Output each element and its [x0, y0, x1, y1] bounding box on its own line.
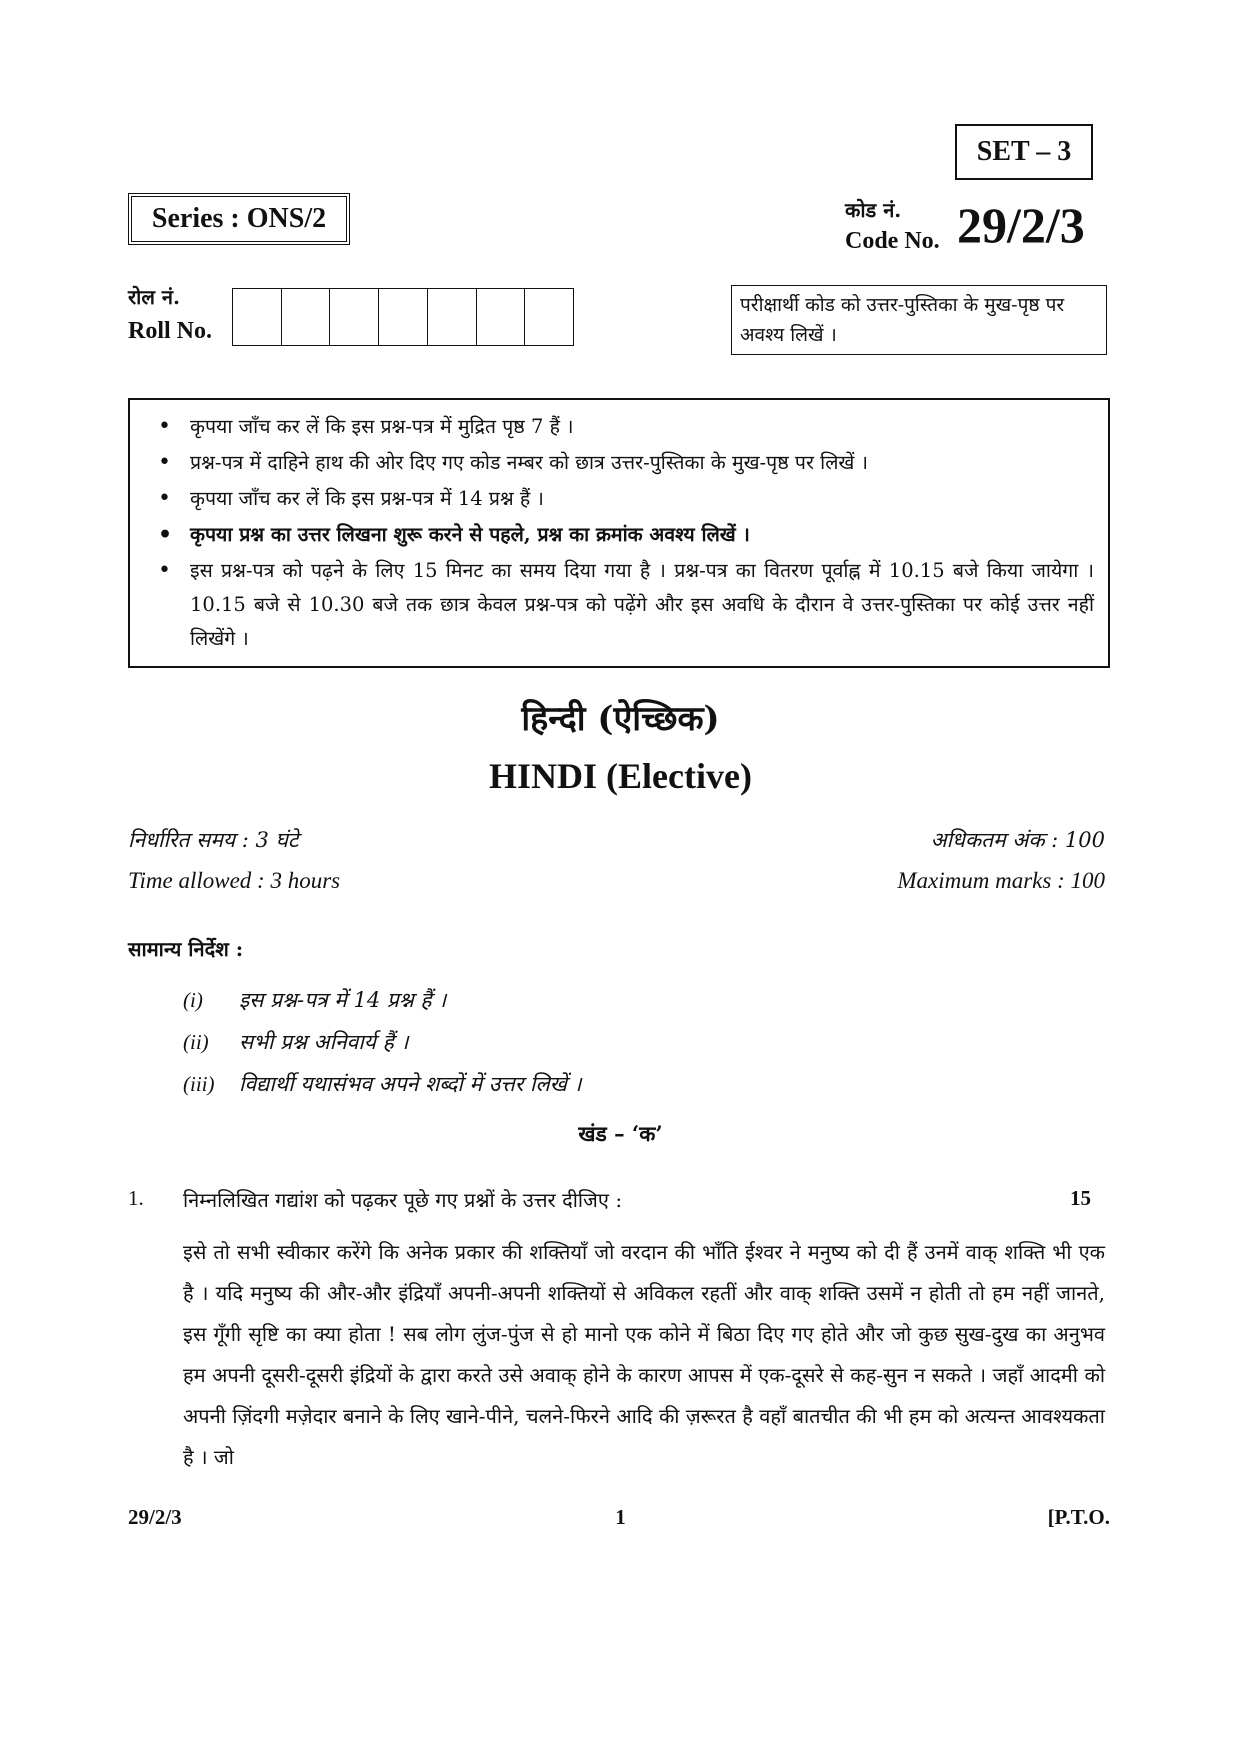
- roll-digit-box[interactable]: [428, 289, 477, 345]
- roll-digit-box[interactable]: [379, 289, 428, 345]
- general-instructions-title: सामान्य निर्देश :: [128, 937, 244, 961]
- subject-title-english: HINDI (Elective): [489, 756, 752, 796]
- roll-digit-box[interactable]: [282, 289, 331, 345]
- time-allowed-english: Time allowed : 3 hours: [128, 868, 341, 893]
- page-number: 1: [615, 1505, 626, 1529]
- roll-digit-box[interactable]: [477, 289, 526, 345]
- roll-digit-box[interactable]: [330, 289, 379, 345]
- general-instruction-item: (ii) सभी प्रश्न अनिवार्य हैं ।: [183, 1030, 409, 1054]
- maximum-marks-hindi: अधिकतम अंक : 100: [930, 828, 1105, 852]
- general-instruction-item: (iii) विद्यार्थी यथासंभव अपने शब्दों में उत्तर लिखें ।: [183, 1072, 582, 1096]
- bullet-icon: •: [158, 522, 173, 548]
- question-number: 1.: [128, 1186, 144, 1210]
- roll-number-grid[interactable]: [232, 288, 574, 346]
- section-title: खंड – ‘क’: [578, 1121, 663, 1146]
- bullet-icon: •: [158, 558, 171, 583]
- maximum-marks-english: Maximum marks : 100: [897, 868, 1105, 893]
- roll-digit-box[interactable]: [525, 289, 573, 345]
- instruction-item: • प्रश्न-पत्र में दाहिने हाथ की ओर दिए गए कोड नम्बर को छात्र उत्तर-पुस्तिका के मुख-पृष्ठ पर लिखें ।: [144, 446, 1094, 480]
- footer-code: 29/2/3: [128, 1505, 182, 1529]
- code-label-english: Code No.: [845, 228, 940, 254]
- instruction-item: • इस प्रश्न-पत्र को पढ़ने के लिए 15 मिनट का समय दिया गया है । प्रश्न-पत्र का वितरण पूर्वाह्न में 10.15 बजे किया जायेगा । 10.15 बजे से 10.30 बजे तक छात्र केवल प्रश्न-पत्र को पढ़ेंगे और इस अवधि के दौरान वे उत्तर-पुस्तिका पर कोई उत्तर नहीं लिखेंगे ।: [144, 554, 1094, 656]
- set-label: SET – 3: [955, 124, 1093, 180]
- candidate-code-note: परीक्षार्थी कोड को उत्तर-पुस्तिका के मुख-पृष्ठ पर अवश्य लिखें ।: [731, 285, 1107, 355]
- roll-label-english: Roll No.: [128, 318, 212, 344]
- question-text: निम्नलिखित गद्यांश को पढ़कर पूछे गए प्रश्नों के उत्तर दीजिए :: [183, 1188, 623, 1212]
- instructions-box: [128, 398, 1110, 668]
- code-number: 29/2/3: [957, 197, 1085, 253]
- question-marks: 15: [1070, 1186, 1091, 1210]
- subject-title-hindi: हिन्दी (ऐच्छिक): [521, 699, 720, 739]
- code-label-hindi: कोड नं.: [845, 198, 902, 222]
- bullet-icon: •: [158, 486, 171, 511]
- roll-label-hindi: रोल नं.: [128, 285, 180, 309]
- bullet-icon: •: [158, 450, 171, 475]
- instruction-item: • कृपया जाँच कर लें कि इस प्रश्न-पत्र में 14 प्रश्न हैं ।: [144, 482, 1094, 516]
- bullet-icon: •: [158, 414, 171, 439]
- series-label: Series : ONS/2: [131, 196, 347, 242]
- please-turn-over: [P.T.O.: [1047, 1505, 1110, 1529]
- general-instruction-item: (i) इस प्रश्न-पत्र में 14 प्रश्न हैं ।: [183, 988, 447, 1012]
- instruction-item: • कृपया जाँच कर लें कि इस प्रश्न-पत्र में मुद्रित पृष्ठ 7 हैं ।: [144, 410, 1094, 444]
- reading-passage: इसे तो सभी स्वीकार करेंगे कि अनेक प्रकार की शक्तियाँ जो वरदान की भाँति ईश्वर ने मनुष्य को दी हैं उनमें वाक् शक्ति भी एक है । यदि मनुष्य की और-और इंद्रियाँ अपनी-अपनी शक्तियों से अविकल रहतीं और वाक् शक्ति उसमें न होती तो हम नहीं जानते, इस गूँगी सृष्टि का क्या होता ! सब लोग लुंज-पुंज से हो मानो एक कोने में बिठा दिए गए होते और जो कुछ सुख-दुख का अनुभव हम अपनी दूसरी-दूसरी इंद्रियों के द्वारा करते उसे अवाक् होने के कारण आपस में एक-दूसरे से कह-सुन न सकते । जहाँ आदमी को अपनी ज़िंदगी मज़ेदार बनाने के लिए खाने-पीने, चलने-फिरने आदि की ज़रूरत है वहाँ बातचीत की भी हम को अत्यन्त आवश्यकता है । जो: [183, 1240, 1105, 1469]
- time-allowed-hindi: निर्धारित समय : 3 घंटे: [128, 828, 299, 852]
- instruction-item: • कृपया प्रश्न का उत्तर लिखना शुरू करने से पहले, प्रश्न का क्रमांक अवश्य लिखें ।: [144, 518, 1094, 552]
- roll-digit-box[interactable]: [233, 289, 282, 345]
